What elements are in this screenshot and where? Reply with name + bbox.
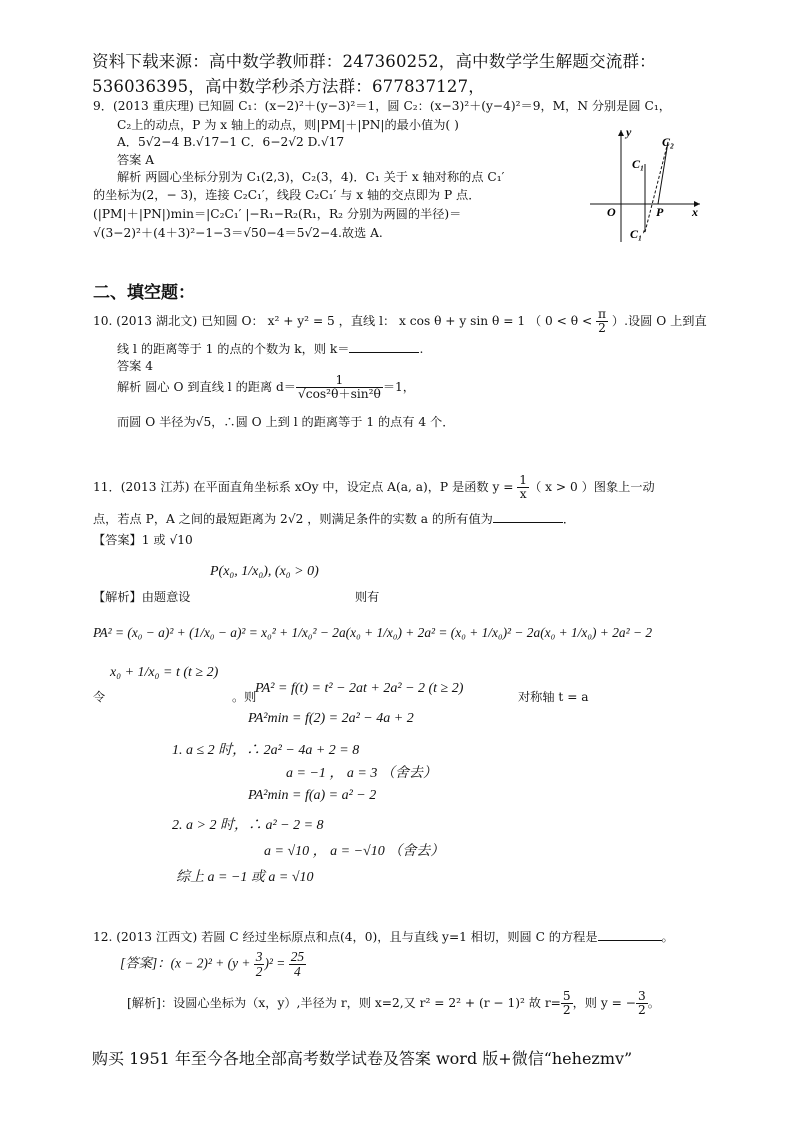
- q9-stem-line-2: C₂上的动点，P 为 x 轴上的动点，则|PM|＋|PN|的最小值为( ): [117, 118, 459, 132]
- q10-distance-fraction: [296, 374, 383, 401]
- q9-options: A．5√2−4 B.√17−1 C．6−2√2 D.√17: [117, 135, 345, 149]
- q12-answer-blank: [598, 928, 662, 941]
- q9-analysis-1: 解析 两圆心坐标分别为 C₁(2,3)，C₂(3，4)．C₁ 关于 x 轴对称的点 C₁′: [117, 170, 505, 184]
- fig-label-c1-prime: C₁′: [630, 227, 646, 241]
- q10-analysis-1: [117, 374, 415, 401]
- q9-stem-line-1: 9．(2013 重庆理) 已知圆 C₁：(x−2)²＋(y−3)²＝1，圆 C₂：(x−3)²＋(y−4)²＝9，M，N 分别是圆 C₁，: [93, 99, 671, 113]
- q9-analysis-4: √(3−2)²＋(4＋3)²−1−3＝√50−4＝5√2−4.故选 A.: [93, 226, 383, 240]
- q11-function-fraction: [517, 474, 529, 501]
- footer-note: 购买 1951 年至今各地全部高考数学试卷及答案 word 版+微信“hehezmv”: [92, 1049, 633, 1068]
- q12-answer-b: )² =: [264, 955, 289, 971]
- q11-stem-text-c: 点，若点 P，A 之间的最短距离为 2√2 ，则满足条件的实数 a 的所有值为: [93, 512, 493, 526]
- q11-case-1-solution: a = −1 ， a = 3 （舍去）: [286, 766, 437, 781]
- q12-analysis-c: 。: [647, 995, 660, 1010]
- q12-analysis: [127, 990, 660, 1017]
- q11-stem-text-a: 11．(2013 江苏) 在平面直角坐标系 xOy 中，设定点 A(a, a)，P 是函数 y =: [93, 479, 518, 494]
- q10-stem-end: .: [419, 342, 424, 356]
- frac-den: √cos²θ＋sin²θ: [298, 386, 381, 401]
- q9-analysis-2: 的坐标为(2，− 3)，连接 C₂C₁′，线段 C₂C₁′ 与 x 轴的交点即为 P 点．: [93, 188, 481, 202]
- frac-num: π: [598, 307, 607, 321]
- q12-analysis-b: ，则 y = −: [572, 995, 636, 1010]
- fig-label-c2: C₂: [662, 135, 675, 149]
- q11-point-definition: P(x₀, 1/x₀), (x₀ > 0): [210, 564, 319, 579]
- q10-stem-line-1-a: 10. (2013 湖北文) 已知圆 O： x² + y² = 5 ，直线 l： x cos θ + y sin θ = 1 （ 0 < θ <: [93, 313, 597, 328]
- q11-case-2: 2. a > 2 时，∴ a² − 2 = 8: [172, 818, 324, 833]
- q12-stem-text: 12. (2013 江西文) 若圆 C 经过坐标原点和点(4，0)，且与直线 y=1 相切，则圆 C 的方程是: [93, 930, 598, 944]
- frac-num: 1: [296, 374, 383, 388]
- q9-answer: 答案 A: [117, 153, 155, 167]
- q10-stem-line-1-b: ）.设圆 O 上到直: [608, 313, 707, 328]
- q11-substitution: x₀ + 1/x₀ = t (t ≥ 2): [110, 665, 219, 680]
- q11-case-1: 1. a ≤ 2 时，∴ 2a² − 4a + 2 = 8: [172, 743, 360, 758]
- q12-analysis-fraction-2: [636, 990, 648, 1017]
- q10-analysis-text: 解析 圆心 O 到直线 l 的距离 d＝: [117, 379, 296, 394]
- frac-num: 3: [255, 949, 263, 964]
- q10-stem-text: 线 l 的距离等于 1 的点的个数为 k，则 k＝: [117, 342, 350, 356]
- header-line-2: 536036395，高中数学秒杀方法群：677837127，: [92, 77, 485, 96]
- y-axis-arrow-icon: [618, 130, 624, 136]
- q11-stem-text-b: （ x > 0 ）图象上一动: [529, 479, 655, 494]
- frac-den: 4: [294, 964, 301, 980]
- q11-function-definition: PA² = f(t) = t² − 2at + 2a² − 2 (t ≥ 2): [255, 681, 464, 696]
- q11-analysis-intro: 【解析】由题意设: [93, 590, 191, 604]
- q12-answer-fraction-1: [254, 950, 265, 979]
- q10-answer: 答案 4: [117, 359, 154, 373]
- q11-answer: 【答案】1 或 √10: [93, 533, 193, 547]
- q10-analysis-end: ＝1，: [382, 379, 415, 394]
- fig-label-x: x: [692, 205, 698, 219]
- section-heading: 二、填空题：: [93, 283, 195, 303]
- q10-stem-line-2: [117, 340, 423, 357]
- frac-num: 25: [290, 949, 305, 964]
- q12-analysis-fraction-1: [561, 990, 573, 1017]
- q12-stem-end: 。: [661, 930, 674, 944]
- frac-den: 2: [255, 964, 263, 980]
- q12-analysis-a: [解析]：设圆心坐标为（x，y）,半径为 r，则 x=2,又 r² = 2² + (r − 1)² 故 r=: [127, 995, 561, 1010]
- q10-analysis-2: 而圆 O 半径为√5，∴圆 O 上到 l 的距离等于 1 的点有 4 个．: [117, 415, 455, 429]
- fig-label-y: y: [626, 125, 632, 139]
- q11-pa-squared-expansion: PA² = (x₀ − a)² + (1/x₀ − a)² = x₀² + 1/x₀² − 2a(x₀ + 1/x₀) + 2a² = (x₀ + 1/x₀)² − 2a(x₀ + 1/x₀) + 2a² − 2: [93, 625, 653, 640]
- q10-pi-fraction: [596, 308, 608, 335]
- fig-label-origin: O: [607, 205, 616, 219]
- c2-p-line: [658, 142, 668, 204]
- q11-min-case-2: PA²min = f(a) = a² − 2: [248, 788, 377, 803]
- q11-analysis-then: 则有: [355, 590, 380, 604]
- frac-num: 1: [519, 473, 528, 487]
- q11-then: 。则: [232, 690, 257, 704]
- frac-den: 2: [637, 1002, 646, 1017]
- q11-let-prefix: 令: [93, 690, 106, 704]
- q12-stem: [93, 928, 674, 945]
- frac-num: 5: [562, 989, 571, 1003]
- q9-analysis-3: (|PM|＋|PN|)min＝|C₂C₁′ |−R₁−R₂(R₁，R₂ 分别为两圆的半径)＝: [93, 207, 462, 221]
- q10-answer-blank: [349, 340, 419, 353]
- fig-label-c1: C₁: [632, 157, 645, 171]
- frac-num: 3: [637, 989, 646, 1003]
- q11-stem-line-1: [93, 474, 655, 501]
- q11-symmetry-axis: 对称轴 t = a: [518, 690, 589, 704]
- q11-min-case-1: PA²min = f(2) = 2a² − 4a + 2: [248, 711, 414, 726]
- frac-den: 2: [598, 320, 606, 335]
- q12-answer-fraction-2: [289, 950, 306, 979]
- q12-answer-a: [答案]：(x − 2)² + (y +: [120, 955, 254, 971]
- q11-case-2-solution: a = √10 ， a = −√10 （舍去）: [264, 844, 445, 859]
- q10-stem-line-1: [93, 308, 707, 335]
- q12-answer: [120, 950, 306, 979]
- q11-stem-end: ．: [562, 512, 576, 526]
- fig-label-p: P: [656, 205, 664, 219]
- q11-conclusion: 综上 a = −1 或 a = √10: [176, 870, 314, 885]
- header-line-1: 资料下载来源：高中数学教师群：247360252，高中数学学生解题交流群：: [92, 52, 656, 71]
- q11-stem-line-2: [93, 510, 575, 527]
- frac-den: x: [519, 486, 527, 501]
- q11-answer-blank: [493, 510, 563, 523]
- frac-den: 2: [562, 1002, 571, 1017]
- q9-coordinate-figure: [590, 124, 705, 244]
